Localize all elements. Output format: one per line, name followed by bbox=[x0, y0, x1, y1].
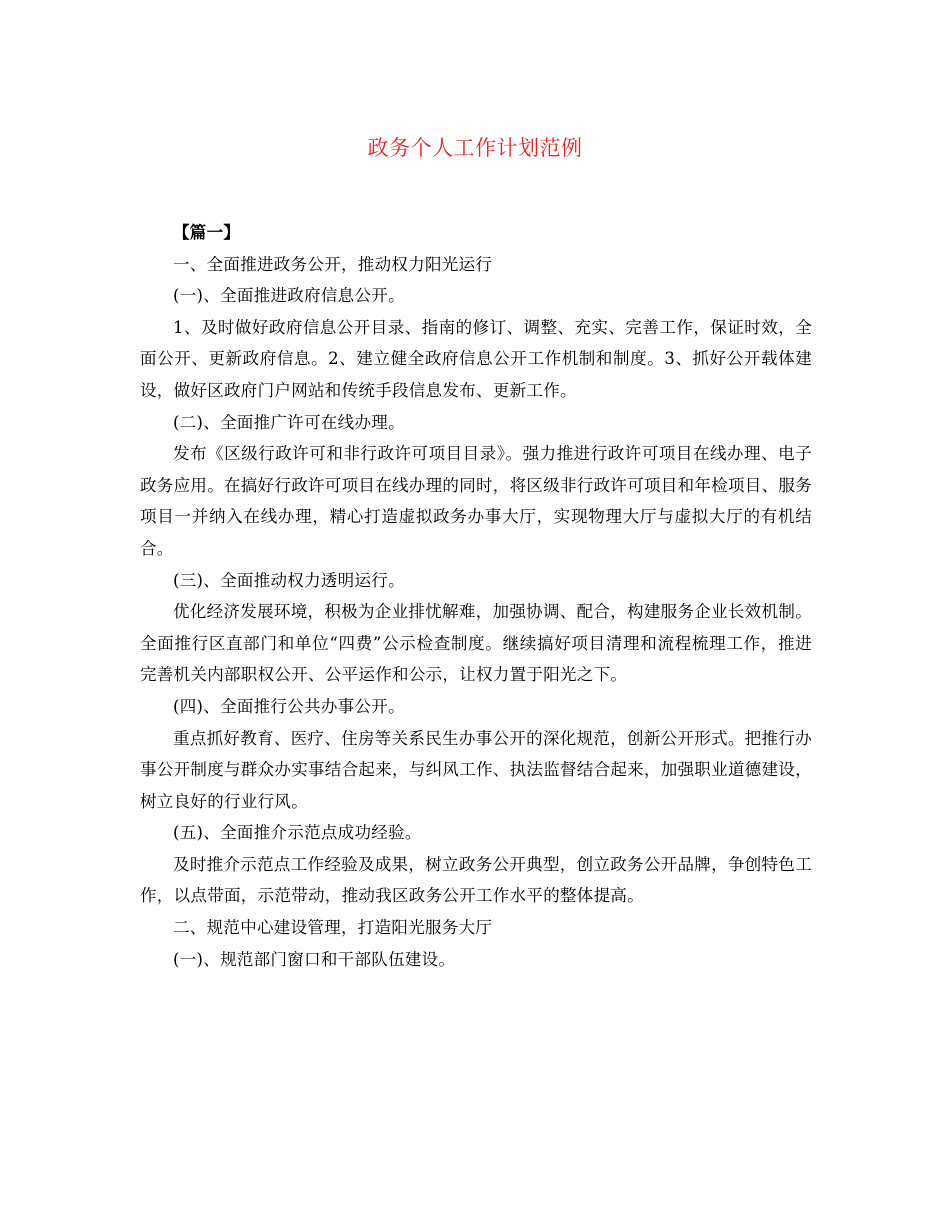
heading-level-2: (三)、全面推动权力透明运行。 bbox=[173, 570, 405, 590]
body-paragraph: 重点抓好教育、医疗、住房等关系民生办事公开的深化规范，创新公开形式。把推行办事公开制度与群众办实事结合起来，与纠风工作、执法监督结合起来，加强职业道德建设，树立良好的行业行风。 bbox=[140, 728, 812, 811]
document-title: 政务个人工作计划范例 bbox=[367, 136, 583, 160]
heading-level-2: (一)、规范部门窗口和干部队伍建设。 bbox=[173, 949, 456, 969]
body-paragraph: 优化经济发展环境，积极为企业排忧解难，加强协调、配合，构建服务企业长效机制。全面推行区直部门和单位“四费”公示检查制度。继续搞好项目清理和流程梳理工作，推进完善机关内部职权公开、公平运作和公示，让权力置于阳光之下。 bbox=[140, 602, 812, 685]
body-paragraph: 及时推介示范点工作经验及成果，树立政务公开典型，创立政务公开品牌，争创特色工作，以点带面，示范带动，推动我区政务公开工作水平的整体提高。 bbox=[140, 854, 812, 906]
heading-level-1: 二、规范中心建设管理，打造阳光服务大厅 bbox=[173, 918, 493, 938]
body-paragraph: 1、及时做好政府信息公开目录、指南的修订、调整、充实、完善工作，保证时效，全面公开、更新政府信息。2、建立健全政府信息公开工作机制和制度。3、抓好公开载体建设，做好区政府门户网站和传统手段信息发布、更新工作。 bbox=[140, 317, 812, 400]
section-marker: 【篇一】 bbox=[173, 223, 241, 242]
heading-level-2: (四)、全面推行公共办事公开。 bbox=[173, 696, 405, 716]
heading-level-2: (二)、全面推广许可在线办理。 bbox=[173, 412, 405, 432]
document-body bbox=[140, 217, 812, 975]
heading-level-2: (一)、全面推进政府信息公开。 bbox=[173, 286, 405, 306]
body-paragraph: 发布《区级行政许可和非行政许可项目目录》。强力推进行政许可项目在线办理、电子政务应用。在搞好行政许可项目在线办理的同时，将区级非行政许可项目和年检项目、服务项目一并纳入在线办理，精心打造虚拟政务办事大厅，实现物理大厅与虚拟大厅的有机结合。 bbox=[140, 444, 812, 558]
heading-level-1: 一、全面推进政务公开，推动权力阳光运行 bbox=[173, 254, 493, 274]
heading-level-2: (五)、全面推介示范点成功经验。 bbox=[173, 823, 422, 843]
